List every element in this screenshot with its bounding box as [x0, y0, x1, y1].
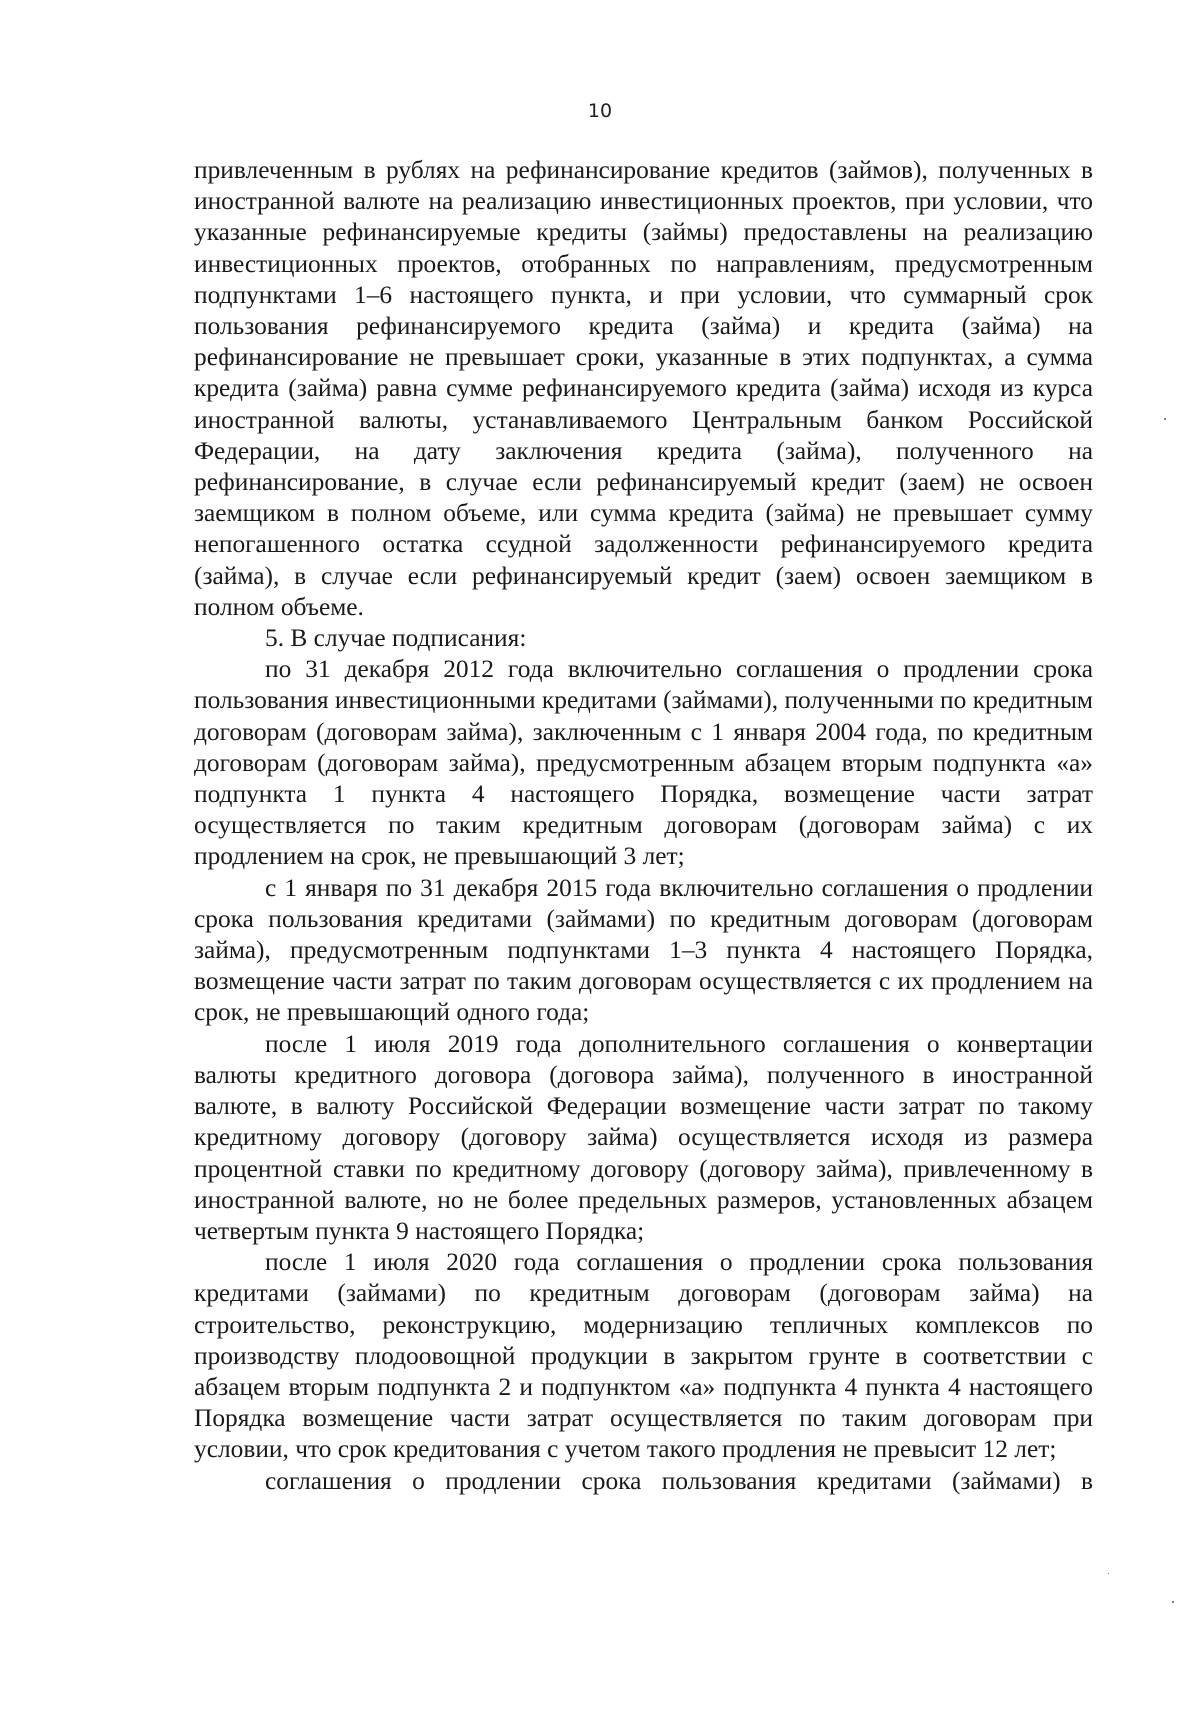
scan-speck [1108, 1573, 1109, 1574]
document-body [194, 155, 1093, 1497]
paragraph-refinancing-conditions: привлеченным в рублях на рефинансирование кредитов (займов), полученных в иностранной валюте на реализацию инвестиционных проектов, при условии, что указанные рефинансируемые кредиты (займы) предоставлены на реализацию инвестиционных проектов, отобранных по направлениям, предусмотренным подпунктами 1–6 настоящего пункта, и при условии, что суммарный срок пользования рефинансируемого кредита (займа) и кредита (займа) на рефинансирование не превышает сроки, указанные в этих подпунктах, а сумма кредита (займа) равна сумме рефинансируемого кредита (займа) исходя из курса иностранной валюты, устанавливаемого Центральным банком Российской Федерации, на дату заключения кредита (займа), полученного на рефинансирование, в случае если рефинансируемый кредит (заем) не освоен заемщиком в полном объеме, или сумма кредита (займа) не превышает сумму непогашенного остатка ссудной задолженности рефинансируемого кредита (займа), в случае если рефинансируемый кредит (заем) освоен заемщиком в полном объеме. [194, 156, 1093, 621]
page-number: 10 [587, 100, 613, 122]
paragraph-2015: с 1 января по 31 декабря 2015 года включительно соглашения о продлении срока пользования кредитами (займами) по кредитным договорам (договорам займа), предусмотренным подпунктами 1–3 пункта 4 настоящего Порядка, возмещение части затрат по таким договорам осуществляется с их продлением на срок, не превышающий одного года; [194, 873, 1093, 1027]
paragraph-after-2019: после 1 июля 2019 года дополнительного соглашения о конвертации валюты кредитного договора (договора займа), полученного в иностранной валюте, в валюту Российской Федерации возмещение части затрат по такому кредитному договору (договору займа) осуществляется исходя из размера процентной ставки по кредитному договору (договору займа), привлеченному в иностранной валюте, но не более предельных размеров, установленных абзацем четвертым пункта 9 настоящего Порядка; [194, 1029, 1093, 1245]
paragraph-after-2020: после 1 июля 2020 года соглашения о продлении срока пользования кредитами (займами) по кредитным договорам (договорам займа) на строительство, реконструкцию, модернизацию тепличных комплексов по производству плодоовощной продукции в закрытом грунте в соответствии с абзацем вторым подпункта 2 и подпунктом «а» подпункта 4 пункта 4 настоящего Порядка возмещение части затрат осуществляется по таким договорам при условии, что срок кредитования с учетом такого продления не превысит 12 лет; [194, 1248, 1093, 1464]
paragraph-continuation: соглашения о продлении срока пользования кредитами (займами) в [265, 1466, 1093, 1495]
paragraph-until-2012: по 31 декабря 2012 года включительно соглашения о продлении срока пользования инвестиционными кредитами (займами), полученными по кредитным договорам (договорам займа), заключенным с 1 января 2004 года, по кредитным договорам (договорам займа), предусмотренным абзацем вторым подпункта «а» подпункта 1 пункта 4 настоящего Порядка, возмещение части затрат осуществляется по таким кредитным договорам (договорам займа) с их продлением на срок, не превышающий 3 лет; [194, 655, 1093, 871]
scan-speck [1172, 1601, 1174, 1603]
paragraph-clause-5-heading: 5. В случае подписания: [265, 624, 527, 653]
scan-speck [1164, 418, 1166, 420]
